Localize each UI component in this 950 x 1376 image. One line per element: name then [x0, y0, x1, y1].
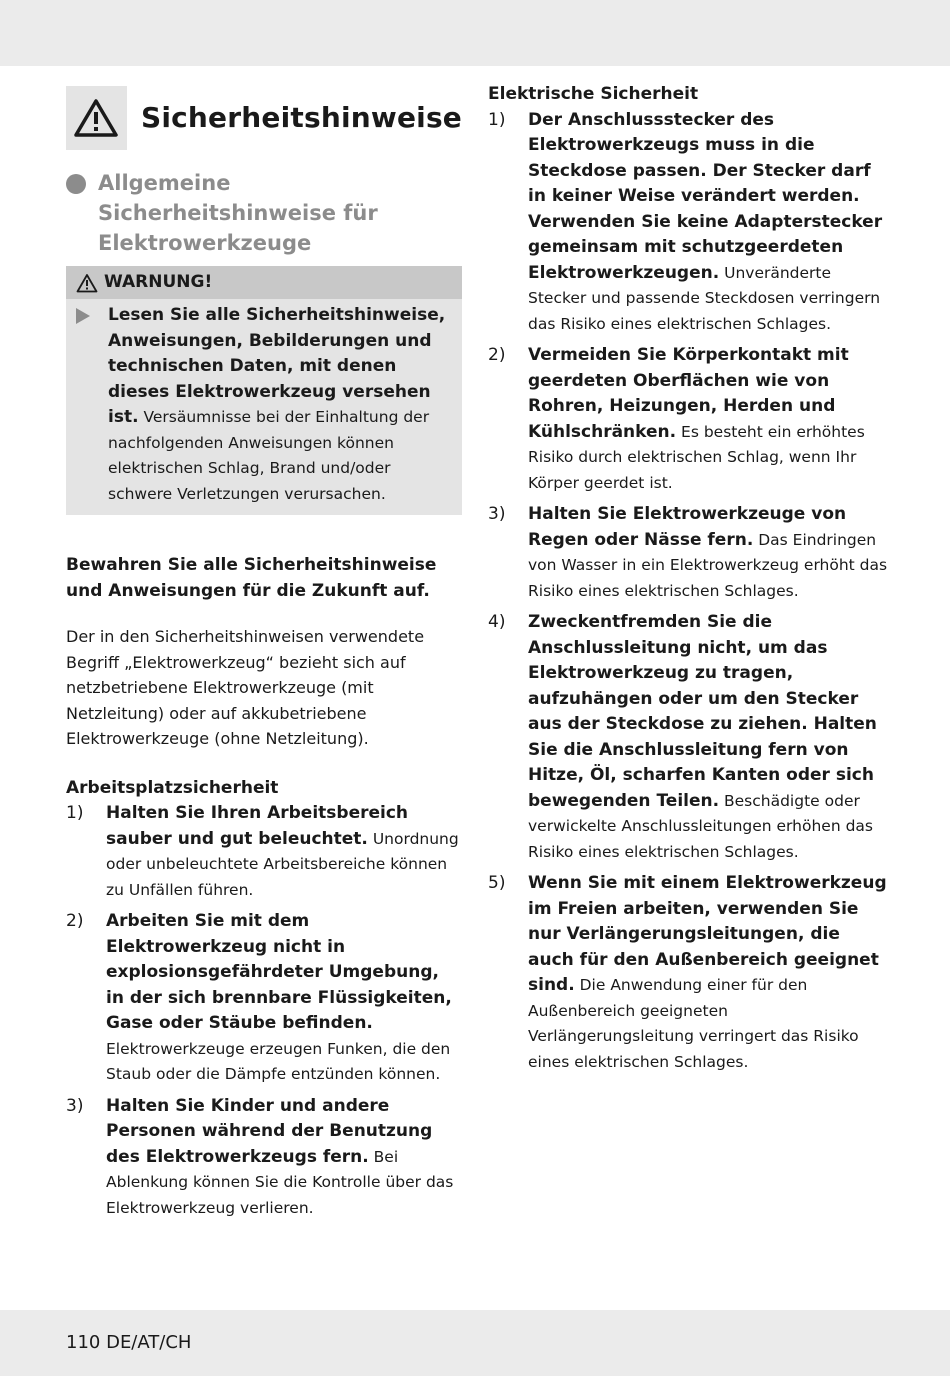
item-bold-text: Halten Sie Kinder und andere Personen während der Benutzung des Elektrowerkzeugs fern. [106, 1095, 433, 1167]
item-text [528, 108, 888, 338]
item-number: 1) [488, 109, 506, 130]
list-item [488, 610, 888, 865]
warning-bold-text: Lesen Sie alle Sicherheitshinweise, Anweisungen, Bebilderungen und technischen Daten, mit denen dieses Elektrowerkzeug versehen ist. [108, 305, 446, 427]
item-text [106, 1094, 462, 1222]
item-number: 1) [66, 803, 84, 823]
warning-header [66, 266, 462, 299]
item-number: 5) [488, 873, 506, 893]
warning-label: WARNUNG! [104, 271, 213, 292]
item-normal-text: Unordnung oder unbeleuchtete Arbeitsbereiche können zu Unfällen führen. [106, 829, 459, 899]
item-number: 3) [488, 504, 506, 524]
warning-normal-text: Versäumnisse bei der Einhaltung der nachfolgenden Anweisungen können elektrischen Schlag, Brand und/oder schwere Verletzungen verursachen. [108, 408, 430, 503]
electrical-heading: Elektrische Sicherheit [488, 84, 699, 104]
warning-block [66, 266, 462, 515]
item-text [106, 801, 462, 903]
item-normal-text: Bei Ablenkung können Sie die Kontrolle über das Elektrowerkzeug verlieren. [106, 1147, 454, 1217]
list-item [66, 909, 462, 1088]
subhead-text: Allgemeine Sicherheitshinweise für Elektrowerkzeuge [98, 171, 378, 255]
triangle-bullet-icon [76, 308, 90, 324]
left-column [66, 86, 462, 1227]
section-subheading [66, 168, 462, 258]
item-normal-text: Die Anwendung einer für den Außenbereich geeigneten Verlängerungsleitung verringert das Risiko eines elektrischen Schlages. [528, 976, 859, 1071]
item-number: 2) [488, 345, 506, 365]
item-bold-text: Zweckentfremden Sie die Anschlussleitung nicht, um das Elektrowerkzeug zu tragen, aufzuhängen oder um den Stecker aus der Steckdose zu ziehen. Halten Sie die Anschlussleitung fern von Hitze, Öl, scharfen Kanten oder sich bewegenden Teilen. [528, 612, 877, 811]
item-bold-text: Vermeiden Sie Körperkontakt mit geerdeten Oberflächen wie von Rohren, Heizungen, Herden und Kühlschränken. [528, 345, 849, 442]
item-bold-text: Halten Sie Ihren Arbeitsbereich sauber und gut beleuchtet. [106, 803, 409, 849]
item-bold-text: Halten Sie Elektrowerkzeuge von Regen oder Nässe fern. [528, 504, 847, 550]
item-bold-text: Der Anschlussstecker des Elektrowerkzeugs muss in die Steckdose passen. Der Stecker darf in keiner Weise verändert werden. Verwenden Sie keine Adapterstecker gemeinsam mit schutzgeerdeten Elektrowerkzeugen. [528, 109, 883, 283]
item-text [528, 343, 888, 496]
workplace-heading: Arbeitsplatzsicherheit [66, 777, 279, 798]
item-text [528, 610, 888, 865]
item-normal-text: Es besteht ein erhöhtes Risiko durch elektrischen Schlag, wenn Ihr Körper geerdet ist. [528, 422, 865, 492]
electrical-list [488, 108, 888, 1076]
item-number: 3) [66, 1095, 84, 1116]
warning-triangle-icon [73, 98, 119, 138]
right-column [488, 82, 888, 1081]
list-item [488, 343, 888, 496]
item-bold-text: Wenn Sie mit einem Elektrowerkzeug im Freien arbeiten, verwenden Sie nur Verlängerungsleitungen, die auch für den Außenbereich geeignet sind. [528, 873, 887, 995]
term-note: Der in den Sicherheitshinweisen verwendete Begriff „Elektrowerkzeug“ bezieht sich auf netzbetriebene Elektrowerkzeuge (mit Netzleitung) oder auf akkubetriebene Elektrowerkzeuge (ohne Netzleitung). [66, 627, 425, 748]
item-text [528, 871, 888, 1075]
top-band [0, 0, 950, 66]
list-item [66, 801, 462, 903]
list-item [488, 502, 888, 604]
title-row [66, 86, 462, 150]
item-normal-text: Beschädigte oder verwickelte Anschlussleitungen erhöhen das Risiko eines elektrischen Schlages. [528, 791, 873, 861]
warning-body [66, 299, 462, 515]
warning-icon-box [66, 86, 127, 150]
item-normal-text: Elektrowerkzeuge erzeugen Funken, die den Staub oder die Dämpfe entzünden können. [106, 1039, 451, 1083]
list-item [488, 108, 888, 338]
page-title: Sicherheitshinweise [140, 101, 462, 135]
item-bold-text: Arbeiten Sie mit dem Elektrowerkzeug nicht in explosionsgefährdeter Umgebung, in der sich brennbare Flüssigkeiten, Gase oder Stäube befinden. [106, 911, 452, 1033]
warning-text [108, 303, 450, 507]
item-text [106, 909, 462, 1088]
bullet-dot-icon [66, 174, 86, 194]
page-footer: 110 DE/AT/CH [66, 1332, 192, 1353]
keep-note: Bewahren Sie alle Sicherheitshinweise und Anweisungen für die Zukunft auf. [66, 555, 437, 601]
list-item [488, 871, 888, 1075]
item-number: 2) [66, 911, 84, 931]
warning-small-icon [76, 273, 98, 293]
item-text [528, 502, 888, 604]
workplace-list [66, 801, 462, 1221]
item-number: 4) [488, 612, 506, 632]
list-item [66, 1094, 462, 1222]
item-normal-text: Unveränderte Stecker und passende Steckdosen verringern das Risiko eines elektrischen Schlages. [528, 263, 881, 333]
item-normal-text: Das Eindringen von Wasser in ein Elektrowerkzeug erhöht das Risiko eines elektrischen Schlages. [528, 530, 888, 600]
